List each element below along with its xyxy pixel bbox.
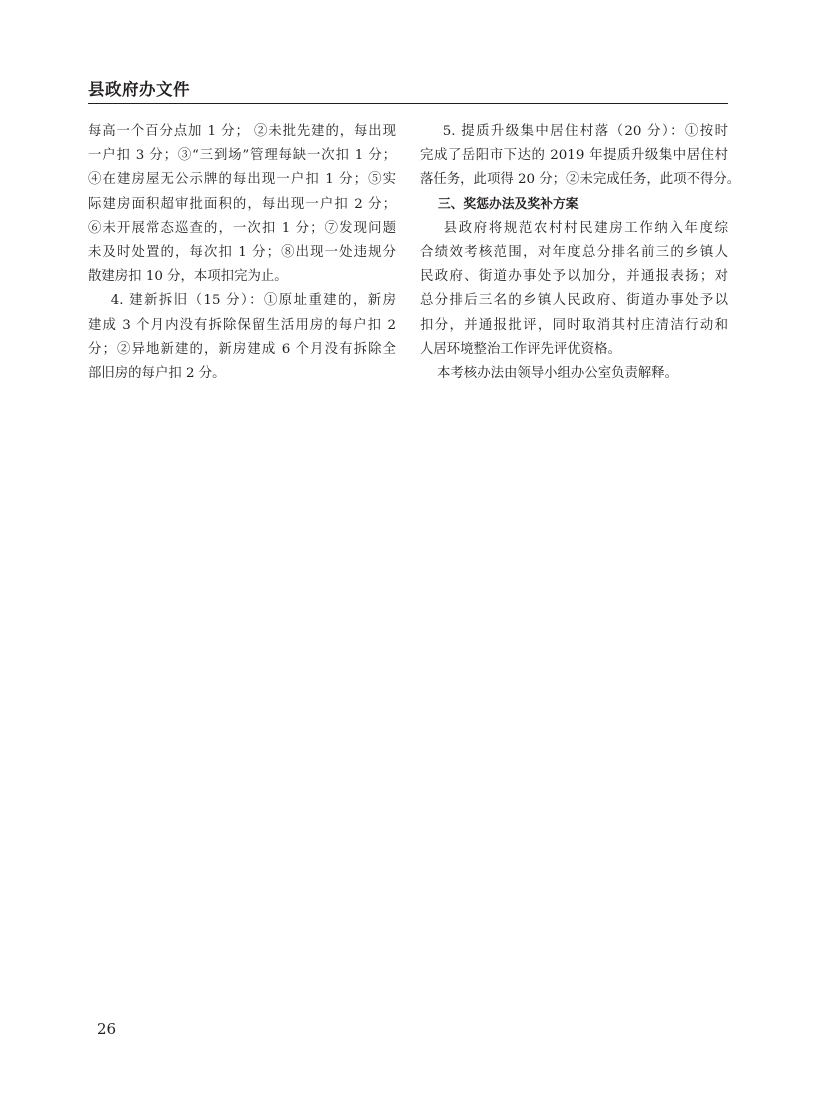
- text-line: 每高一个百分点加 1 分； ②未批先建的，每出现: [88, 124, 396, 139]
- text-line: 际建房面积超审批面积的，每出现一户扣 2 分；: [88, 196, 396, 212]
- page-number: 26: [97, 1020, 117, 1038]
- text-line: 部旧房的每户扣 2 分。: [88, 365, 226, 381]
- text-line: 人居环境整治工作评先评优资格。: [420, 341, 621, 357]
- text-line: 落任务，此项得 20 分；②未完成任务，此项不得分。: [420, 172, 741, 188]
- text-line: 本考核办法由领导小组办公室负责解释。: [420, 365, 679, 381]
- text-line: 合绩效考核范围，对年度总分排名前三的乡镇人: [420, 244, 728, 260]
- text-line: 县政府将规范农村村民建房工作纳入年度综: [420, 220, 728, 236]
- text-line: 一户扣 3 分；③“三到场”管理每缺一次扣 1 分；: [88, 148, 396, 164]
- text-line: 总分排后三名的乡镇人民政府、街道办事处予以: [420, 293, 728, 309]
- text-line: 扣分，并通报批评，同时取消其村庄清洁行动和: [420, 317, 728, 333]
- text-line: 4. 建新拆旧（15 分）：①原址重建的，新房: [88, 293, 396, 309]
- header-divider: [88, 103, 728, 104]
- text-line: 5. 提质升级集中居住村落（20 分）：①按时: [420, 124, 728, 139]
- text-line: ⑥未开展常态巡查的，一次扣 1 分；⑦发现问题: [88, 220, 396, 236]
- left-text-column: [88, 120, 396, 386]
- text-line: 未及时处置的，每次扣 1 分；⑧出现一处违规分: [88, 244, 396, 260]
- right-text-column: [420, 120, 741, 386]
- text-line: 散建房扣 10 分，本项扣完为止。: [88, 269, 288, 285]
- text-line: 完成了岳阳市下达的 2019 年提质升级集中居住村: [420, 148, 728, 164]
- running-header-title: 县政府办文件: [88, 80, 190, 99]
- section-heading: 三、奖惩办法及奖补方案: [420, 196, 579, 212]
- text-line: 建成 3 个月内没有拆除保留生活用房的每户扣 2: [88, 317, 396, 333]
- text-line: ④在建房屋无公示牌的每出现一户扣 1 分；⑤实: [88, 172, 396, 188]
- text-line: 民政府、街道办事处予以加分，并通报表扬；对: [420, 269, 728, 285]
- text-line: 分；②异地新建的，新房建成 6 个月没有拆除全: [88, 341, 396, 357]
